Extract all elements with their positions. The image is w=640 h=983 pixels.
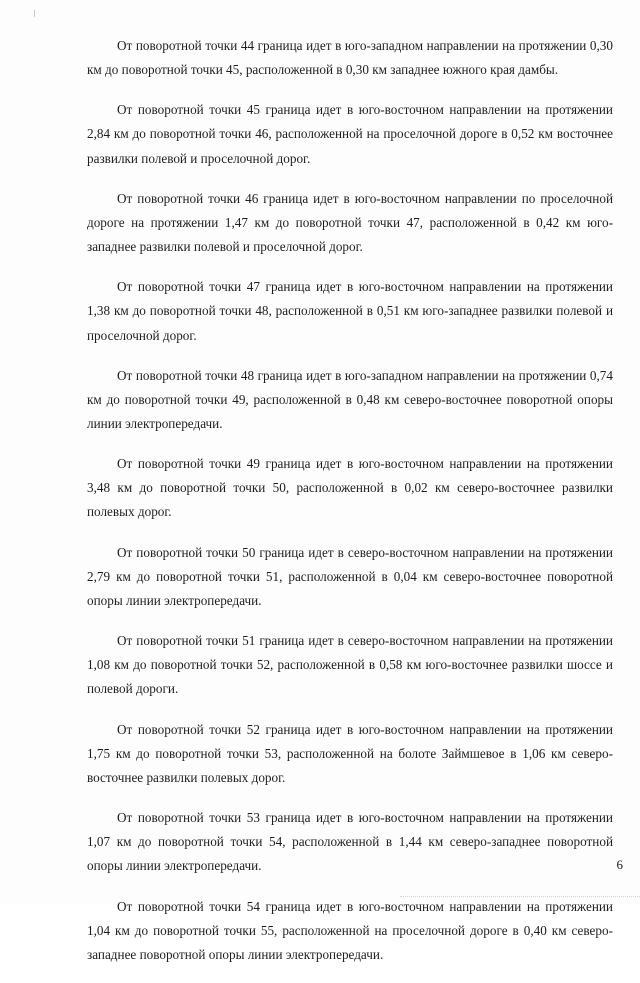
paragraph-point-51: От поворотной точки 51 граница идет в северо-восточном направлении на протяжении 1,08 км до поворотной точки 52, расположенной в 0,58 км юго-восточнее развилки шоссе и полевой дороги.: [87, 633, 613, 697]
paragraph-point-46: От поворотной точки 46 граница идет в юго-восточном направлении по проселочной дороге на протяжении 1,47 км до поворотной точки 47, расположенной в 0,42 км юго-западнее развилки полевой и проселочной дорог.: [87, 190, 613, 255]
scan-mark: [34, 10, 35, 17]
page-number: 6: [616, 857, 623, 872]
bottom-divider: [400, 896, 640, 897]
paragraph-point-44: От поворотной точки 44 граница идет в юго-западном направлении на протяжении 0,30 км до поворотной точки 45, расположенной в 0,30 км западнее южного края дамбы.: [87, 38, 613, 78]
paragraph-point-54: От поворотной точки 54 граница идет в юго-восточном направлении на протяжении 1,04 км до поворотной точки 55, расположенной на проселочной дороге в 0,40 км северо-западнее поворотной опоры линии электропередачи.: [87, 898, 613, 962]
paragraph-point-48: От поворотной точки 48 граница идет в юго-западном направлении на протяжении 0,74 км до поворотной точки 49, расположенной в 0,48 км северо-восточнее поворотной опоры линии электропередачи.: [87, 367, 613, 431]
paragraph-point-47: От поворотной точки 47 граница идет в юго-восточном направлении на протяжении 1,38 км до поворотной точки 48, расположенной в 0,51 км юго-западнее развилки полевой и проселочной дорог.: [87, 279, 613, 343]
document-body: [87, 34, 613, 983]
paragraph-point-52: От поворотной точки 52 граница идет в юго-восточном направлении на протяжении 1,75 км до поворотной точки 53, расположенной на болоте Займшевое в 1,06 км северо-восточнее развилки полевых дорог.: [87, 721, 613, 785]
paragraph-point-49: От поворотной точки 49 граница идет в юго-восточном направлении на протяжении 3,48 км до поворотной точки 50, расположенной в 0,02 км северо-восточнее развилки полевых дорог.: [87, 456, 613, 520]
paragraph-point-45: От поворотной точки 45 граница идет в юго-восточном направлении на протяжении 2,84 км до поворотной точки 46, расположенной на проселочной дороге в 0,52 км восточнее развилки полевой и проселочной дорог.: [87, 102, 613, 166]
paragraph-point-50: От поворотной точки 50 граница идет в северо-восточном направлении на протяжении 2,79 км до поворотной точки 51, расположенной в 0,04 км северо-восточнее поворотной опоры линии электропередачи.: [87, 544, 613, 608]
paragraph-point-53: От поворотной точки 53 граница идет в юго-восточном направлении на протяжении 1,07 км до поворотной точки 54, расположенной в 1,44 км северо-западнее поворотной опоры линии электропередачи.: [87, 810, 613, 874]
